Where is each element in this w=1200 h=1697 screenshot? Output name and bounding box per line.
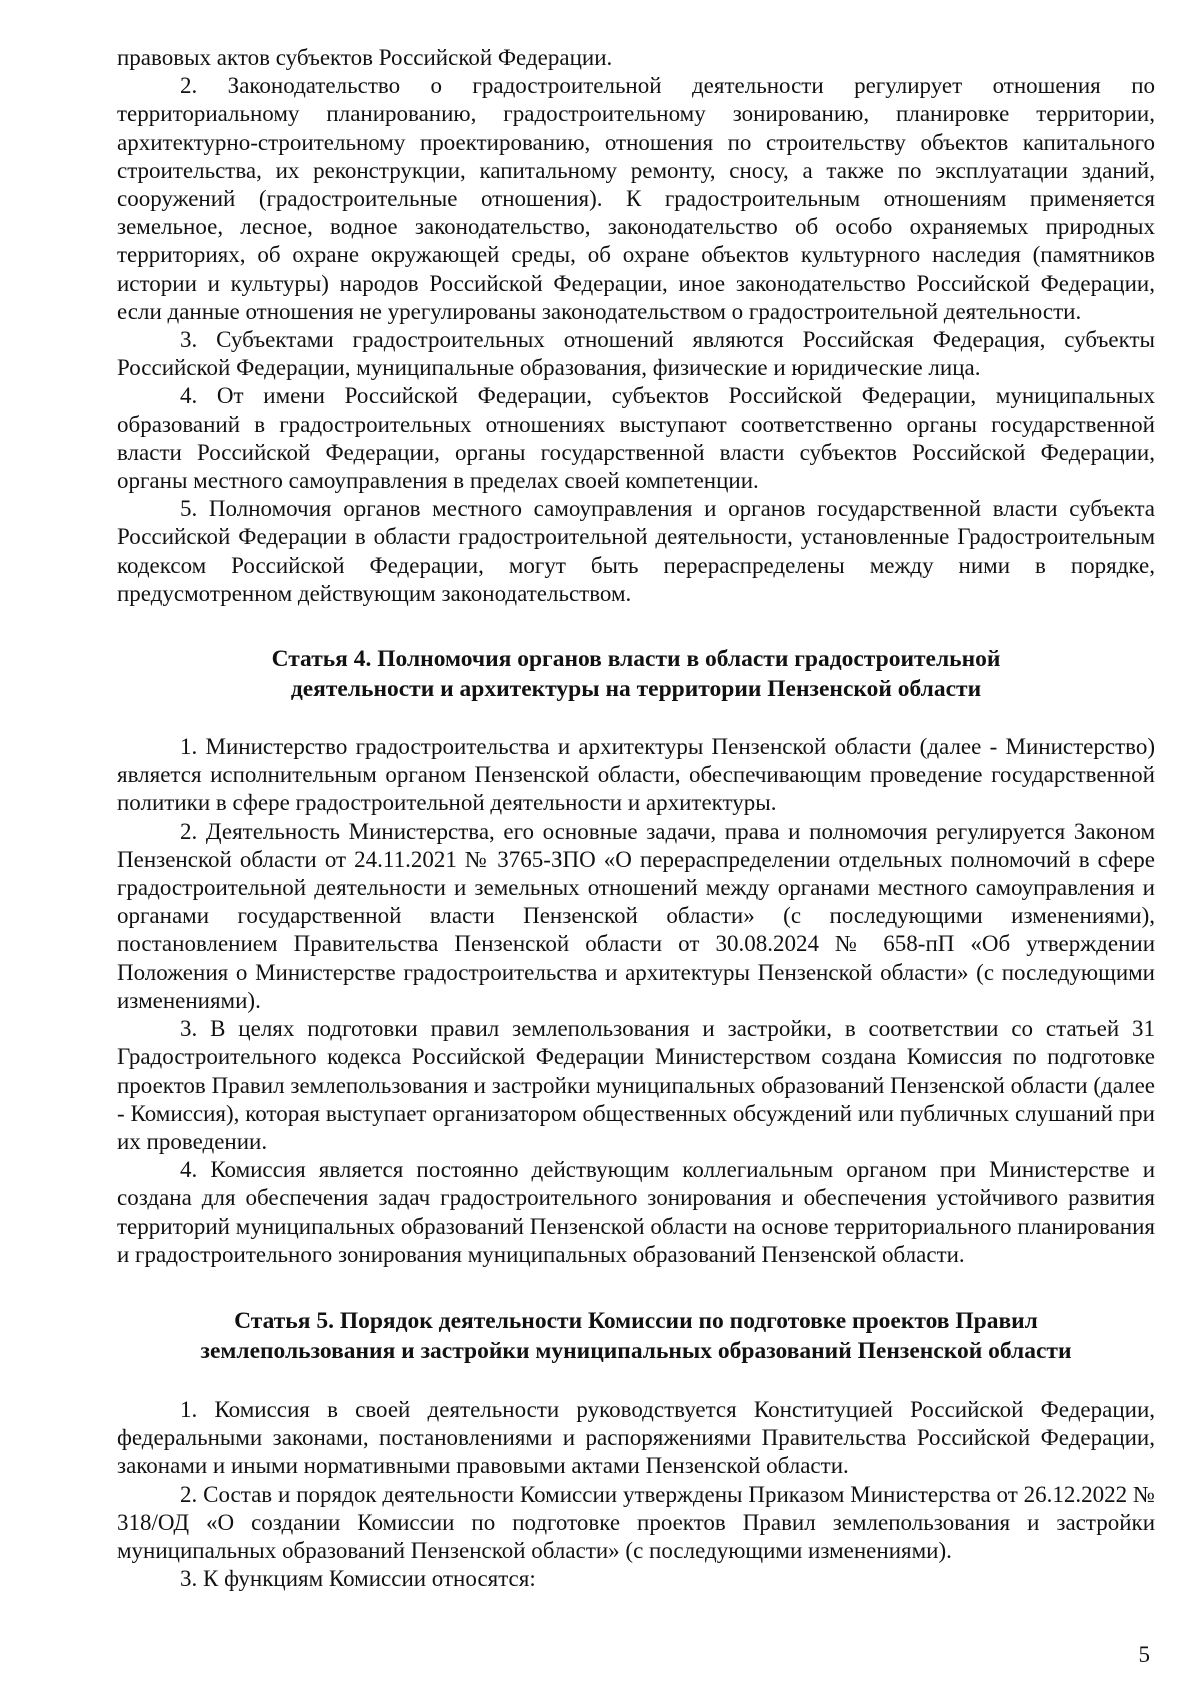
document-page <box>117 44 1155 1593</box>
article-4-paragraph-3: 3. В целях подготовки правил землепользования и застройки, в соответствии со статьей 31 Градостроительного кодекса Российской Федерации Министерством создана Комиссия по подготовке проектов Правил землепользования и застройки муниципальных образований Пензенской области (далее - Комиссия), которая выступает организатором общественных обсуждений или публичных слушаний при их проведении. <box>117 1016 1155 1154</box>
paragraph-item-3: 3. Субъектами градостроительных отношений являются Российская Федерация, субъекты Российской Федерации, муниципальные образования, физические и юридические лица. <box>117 327 1155 381</box>
article-4-paragraph-1: 1. Министерство градостроительства и архитектуры Пензенской области (далее - Министерство) является исполнительным органом Пензенской области, обеспечивающим проведение государственной политики в сфере градостроительной деятельности и архитектуры. <box>117 734 1155 816</box>
paragraph-item-4: 4. От имени Российской Федерации, субъектов Российской Федерации, муниципальных образований в градостроительных отношениях выступают соответственно органы государственной власти Российской Федерации, органы государственной власти субъектов Российской Федерации, органы местного самоуправления в пределах своей компетенции. <box>117 383 1155 494</box>
article-5-heading-line1: Статья 5. Порядок деятельности Комиссии по подготовке проектов Правил <box>234 1307 1038 1334</box>
article-4-paragraph-4: 4. Комиссия является постоянно действующим коллегиальным органом при Министерстве и создана для обеспечения задач градостроительного зонирования и обеспечения устойчивого развития территорий муниципальных образований Пензенской области на основе территориального планирования и градостроительного зонирования муниципальных образований Пензенской области. <box>117 1157 1155 1267</box>
paragraph-item-5: 5. Полномочия органов местного самоуправления и органов государственной власти субъекта Российской Федерации в области градостроительной деятельности, установленные Градостроительным кодексом Российской Федерации, могут быть перераспределены между ними в порядке, предусмотренном действующим законодательством. <box>117 496 1155 606</box>
article-5-heading-line2: землепользования и застройки муниципальных образований Пензенской области <box>200 1337 1072 1364</box>
article-4-heading <box>117 644 1155 704</box>
article-4-paragraph-2: 2. Деятельность Министерства, его основные задачи, права и полномочия регулируется Законом Пензенской области от 24.11.2021 № 3765-ЗПО «О перераспределении отдельных полномочий в сфере градостроительной деятельности и земельных отношений между органами местного самоуправления и органами государственной власти Пензенской области» (с последующими изменениями), постановлением Правительства Пензенской области от 30.08.2024 № 658-пП «Об утверждении Положения о Министерстве градостроительства и архитектуры Пензенской области» (с последующими изменениями). <box>117 818 1155 1013</box>
page-number: 5 <box>1138 1642 1150 1667</box>
article-5-paragraph-2: 2. Состав и порядок деятельности Комиссии утверждены Приказом Министерства от 26.12.2022 № 318/ОД «О создании Комиссии по подготовке проектов Правил землепользования и застройки муниципальных образований Пензенской области» (с последующими изменениями). <box>117 1481 1155 1563</box>
article-5-paragraph-1: 1. Комиссия в своей деятельности руководствуется Конституцией Российской Федерации, федеральными законами, постановлениями и распоряжениями Правительства Российской Федерации, законами и иными нормативными правовыми актами Пензенской области. <box>117 1396 1155 1479</box>
article-5-paragraph-3: 3. К функциям Комиссии относятся: <box>180 1566 536 1592</box>
paragraph-item-2: 2. Законодательство о градостроительной деятельности регулирует отношения по территориальному планированию, градостроительному зонированию, планировке территории, архитектурно-строительному проектированию, отношения по строительству объектов капитального строительства, их реконструкции, капитальному ремонту, сносу, а также по эксплуатации зданий, сооружений (градостроительные отношения). К градостроительным отношениям применяется земельное, лесное, водное законодательство, законодательство об особо охраняемых природных территориях, об охране окружающей среды, об охране объектов культурного наследия (памятников истории и культуры) народов Российской Федерации, иное законодательство Российской Федерации, если данные отношения не урегулированы законодательством о градостроительной деятельности. <box>117 73 1155 324</box>
article-4-heading-line2: деятельности и архитектуры на территории Пензенской области <box>290 676 982 703</box>
paragraph-continuation: правовых актов субъектов Российской Федерации. <box>117 45 613 70</box>
article-5-heading <box>117 1306 1155 1366</box>
article-4-heading-line1: Статья 4. Полномочия органов власти в области градостроительной <box>271 646 1001 673</box>
